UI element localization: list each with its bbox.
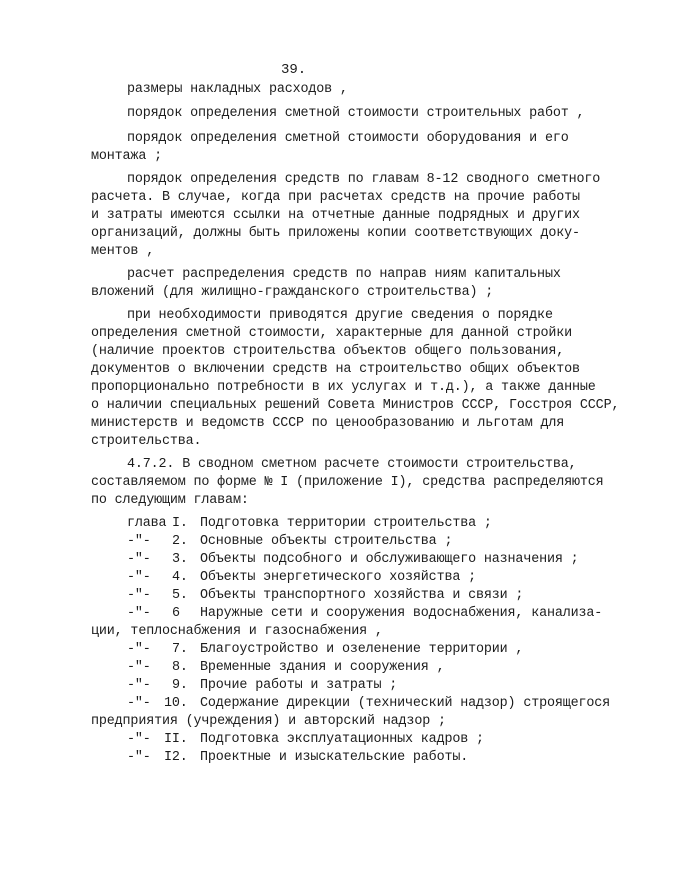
chapter-prefix: -"-: [127, 750, 151, 765]
text-line: о наличии специальных решений Совета Министров СССР, Госстроя СССР,: [91, 398, 620, 413]
text-line: составляемом по форме № I (приложение I), средства распределяются: [91, 475, 604, 490]
page-number: 39.: [281, 62, 307, 78]
chapter-prefix: -"-: [127, 642, 151, 657]
chapter-number: 10.: [164, 696, 188, 711]
chapter-number: 6: [172, 606, 180, 621]
chapter-title: Благоустройство и озеленение территории ,: [200, 642, 524, 657]
text-line: и затраты имеются ссылки на отчетные данные подрядных и других: [91, 208, 580, 223]
chapter-prefix: -"-: [127, 606, 151, 621]
text-line: порядок определения сметной стоимости оборудования и его: [127, 131, 569, 146]
chapter-title: Объекты энергетического хозяйства ;: [200, 570, 476, 585]
chapter-number: I.: [172, 516, 188, 531]
chapter-title: Основные объекты строительства ;: [200, 534, 453, 549]
text-line: при необходимости приводятся другие сведения о порядке: [127, 308, 553, 323]
chapter-title-continuation: ции, теплоснабжения и газоснабжения ,: [91, 624, 383, 639]
chapter-prefix: -"-: [127, 570, 151, 585]
chapter-title: Подготовка эксплуатационных кадров ;: [200, 732, 484, 747]
chapter-title: Временные здания и сооружения ,: [200, 660, 445, 675]
chapter-prefix: -"-: [127, 552, 151, 567]
chapter-title: Подготовка территории строительства ;: [200, 516, 492, 531]
chapter-number: 4.: [172, 570, 188, 585]
chapter-title: Содержание дирекции (технический надзор) строящегося: [200, 696, 611, 711]
text-line: определения сметной стоимости, характерные для данной стройки: [91, 326, 573, 341]
text-line: по следующим главам:: [91, 493, 249, 508]
text-line: порядок определения сметной стоимости строительных работ ,: [127, 106, 585, 121]
chapter-number: II.: [164, 732, 188, 747]
chapter-prefix: -"-: [127, 732, 151, 747]
text-line: монтажа ;: [91, 149, 162, 164]
chapter-number: I2.: [164, 750, 188, 765]
text-line: документов о включении средств на строительство общих объектов: [91, 362, 580, 377]
chapter-title: Проектные и изыскательские работы.: [200, 750, 469, 765]
text-line: пропорционально потребности в их услугах и т.д.), а также данные: [91, 380, 596, 395]
chapter-title: Наружные сети и сооружения водоснабжения, канализа-: [200, 606, 603, 621]
text-line: министерств и ведомств СССР по ценообразованию и льготам для: [91, 416, 565, 431]
chapter-number: 3.: [172, 552, 188, 567]
text-line: расчет распределения средств по направ ниям капитальных: [127, 267, 561, 282]
chapter-number: 2.: [172, 534, 188, 549]
text-line: размеры накладных расходов ,: [127, 82, 348, 97]
chapter-number: 9.: [172, 678, 188, 693]
text-line: расчета. В случае, когда при расчетах средств на прочие работы: [91, 190, 580, 205]
chapter-prefix: -"-: [127, 660, 151, 675]
text-line: ментов ,: [91, 244, 155, 259]
chapter-title: Объекты транспортного хозяйства и связи ;: [200, 588, 524, 603]
text-line: 4.7.2. В сводном сметном расчете стоимости строительства,: [127, 457, 577, 472]
chapter-prefix: -"-: [127, 678, 151, 693]
chapter-title: Прочие работы и затраты ;: [200, 678, 398, 693]
text-line: вложений (для жилищно-гражданского строительства) ;: [91, 285, 494, 300]
text-line: порядок определения средств по главам 8-12 сводного сметного: [127, 172, 601, 187]
chapter-prefix: -"-: [127, 588, 151, 603]
chapter-title-continuation: предприятия (учреждения) и авторский надзор ;: [91, 714, 446, 729]
text-line: (наличие проектов строительства объектов общего пользования,: [91, 344, 565, 359]
chapter-number: 7.: [172, 642, 188, 657]
text-line: строительства.: [91, 434, 202, 449]
chapter-prefix: -"-: [127, 696, 151, 711]
chapter-title: Объекты подсобного и обслуживающего назначения ;: [200, 552, 579, 567]
chapter-number: 8.: [172, 660, 188, 675]
chapter-prefix: глава: [127, 516, 167, 531]
chapter-number: 5.: [172, 588, 188, 603]
chapter-prefix: -"-: [127, 534, 151, 549]
text-line: организаций, должны быть приложены копии соответствующих доку-: [91, 226, 580, 241]
